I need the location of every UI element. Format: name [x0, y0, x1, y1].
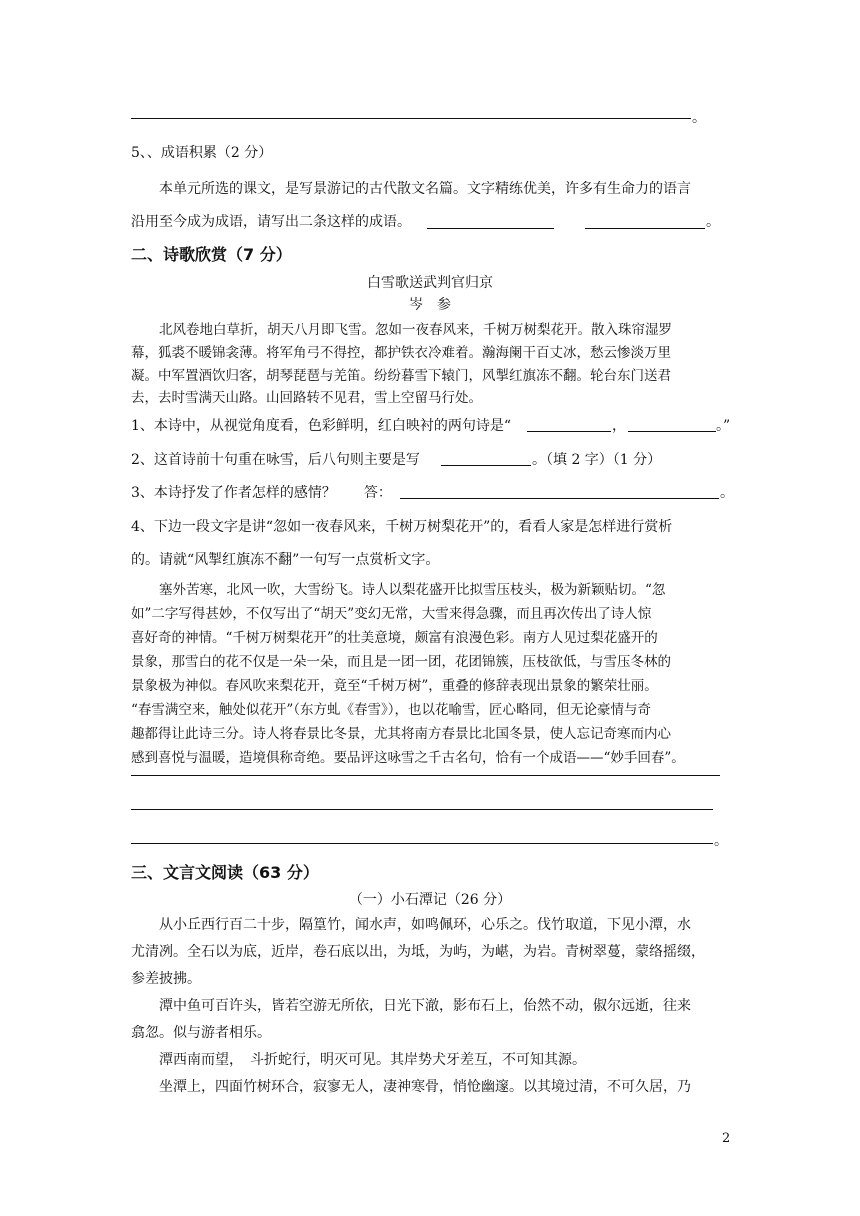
q3-end-mark: 。 [720, 485, 734, 501]
q4-answer-line-2[interactable] [131, 809, 713, 810]
section3-subtitle: （一）小石潭记（26 分） [348, 892, 512, 908]
q4-answer-line-1[interactable] [131, 775, 720, 776]
q5-line2: 沿用至今成为成语，请写出二条这样的成语。 [131, 214, 411, 230]
prose-line: 翕忽。似与游者相乐。 [131, 1025, 271, 1041]
analysis-line: “春雪满空来，触处似花开”（东方虬《春雪》），也以花喻雪，匠心略同，但无论豪情与奇 [131, 702, 652, 718]
prose-line: 从小丘西行百二十步，隔篁竹，闻水声，如鸣佩环，心乐之。伐竹取道，下见小潭，水 [159, 917, 691, 933]
line-end-mark: 。 [692, 110, 706, 126]
q1-answer-blank-1[interactable] [527, 431, 611, 432]
poem-title: 白雪歌送武判官归京 [367, 275, 493, 291]
section2-heading: 二、诗歌欣赏（7 分） [131, 245, 292, 264]
page-number: 2 [722, 1131, 731, 1146]
q5-title: 5、、成语积累（2 分） [131, 145, 273, 161]
poem-line: 凝。中军置酒饮归客，胡琴琵琶与羌笛。纷纷暮雪下辕门，风掣红旗冻不翻。轮台东门送君 [131, 368, 671, 384]
prose-line: 尤清冽。全石以为底，近岸，卷石底以出，为坻，为屿，为嵁，为岩。青树翠蔓，蒙络摇缀， [131, 944, 705, 960]
q1-comma: ， [612, 418, 626, 434]
q1-text: 1、本诗中，从视觉角度看，色彩鲜明，红白映衬的两句诗是“ [131, 418, 512, 434]
analysis-line: 景象，那雪白的花不仅是一朵一朵，而且是一团一团，花团锦簇，压枝欲低，与雪压冬林的 [131, 654, 671, 670]
analysis-line: 感到喜悦与温暖，造境俱称奇绝。要品评这咏雪之千古名句，恰有一个成语——“妙手回春”。 [131, 750, 685, 766]
analysis-line: 景象极为神似。春风吹来梨花开，竟至“千树万树”，重叠的修辞表现出景象的繁荣壮丽。 [131, 678, 658, 694]
q4-line1: 4、下边一段文字是讲“忽如一夜春风来，千树万树梨花开”的，看看人家是怎样进行赏析 [131, 519, 673, 535]
poem-line: 北风卷地白草折，胡天八月即飞雪。忽如一夜春风来，千树万树梨花开。散入珠帘湿罗 [159, 322, 672, 338]
analysis-line: 塞外苦寒，北风一吹，大雪纷飞。诗人以梨花盛开比拟雪压枝头，极为新颖贴切。“忽 [159, 582, 666, 598]
q4-line2: 的。请就“风掣红旗冻不翻”一句写一点赏析文字。 [131, 552, 440, 568]
poem-line: 去，去时雪满天山路。山回路转不见君，雪上空留马行处。 [131, 390, 482, 406]
q4-end-mark: 。 [714, 833, 728, 849]
prose-line: 参差披拂。 [131, 971, 201, 987]
q1-end-mark: 。” [716, 418, 731, 434]
q2-end: 。（填 2 字）（1 分） [532, 452, 662, 468]
poem-line: 幕，狐裘不暖锦衾薄。将军角弓不得控，都护铁衣冷难着。瀚海阑干百丈冰，愁云惨淡万里 [131, 345, 671, 361]
analysis-line: 喜好奇的神情。“千树万树梨花开”的壮美意境，颇富有浪漫色彩。南方人见过梨花盛开的 [131, 630, 658, 646]
q5-answer-blank-1[interactable] [427, 228, 554, 229]
q3-answer-blank[interactable] [400, 498, 719, 499]
q4-answer-line-3[interactable] [131, 843, 713, 844]
prose-line: 潭中鱼可百许头，皆若空游无所依，日光下澈，影布石上，佁然不动，俶尔远逝，往来 [159, 998, 691, 1014]
q5-end-mark: 。 [706, 214, 720, 230]
analysis-line: 如”二字写得甚妙，不仅写出了“胡天”变幻无常，大雪来得急骤，而且再次传出了诗人惊 [131, 606, 652, 622]
q5-answer-blank-2[interactable] [585, 228, 705, 229]
analysis-line: 趣都得让此诗三分。诗人将春景比冬景，尤其将南方春景比北国冬景，使人忘记奇寒而内心 [131, 726, 671, 742]
q2-answer-blank[interactable] [441, 465, 531, 466]
prose-line: 坐潭上，四面竹树环合，寂寥无人，凄神寒骨，悄怆幽邃。以其境过清，不可久居，乃 [159, 1079, 691, 1095]
q1-answer-blank-2[interactable] [628, 431, 716, 432]
prose-line: 潭西南而望， 斗折蛇行，明灭可见。其岸势犬牙差互，不可知其源。 [159, 1052, 586, 1068]
q5-line1: 本单元所选的课文，是写景游记的古代散文名篇。文字精练优美，许多有生命力的语言 [159, 181, 691, 197]
poem-author: 岑 参 [409, 297, 451, 313]
q3-text: 3、本诗抒发了作者怎样的感情？ 答： [131, 485, 392, 501]
q2-text: 2、这首诗前十句重在咏雪，后八句则主要是写 [131, 452, 420, 468]
answer-line [131, 118, 691, 119]
section3-heading: 三、文言文阅读（63 分） [131, 863, 319, 882]
